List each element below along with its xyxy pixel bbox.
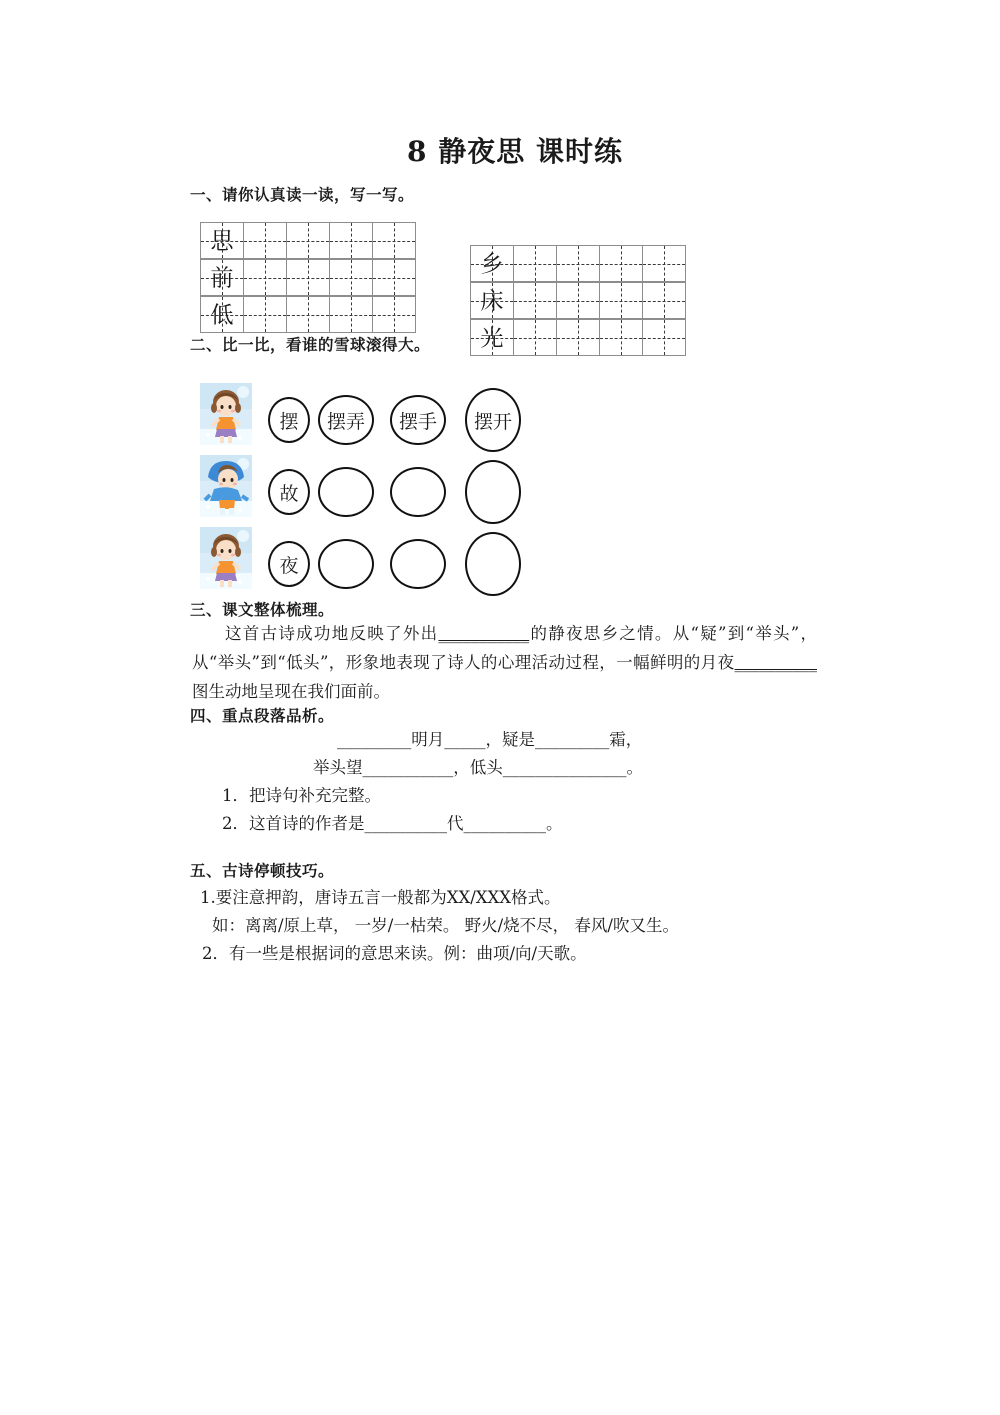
grid-left-cell[interactable] [373,297,416,332]
fill-blank[interactable]: ___________ [438,624,530,643]
section-5-line-2: 如：离离/原上草， 一岁/一枯荣。 野火/烧不尽， 春风/吹又生。 [212,916,679,935]
character-grid-left[interactable] [200,222,416,333]
grid-left-cell[interactable] [373,223,416,258]
section-4-item-2[interactable]: 2．这首诗的作者是__________代__________。 [222,814,563,833]
section-4-item-1: 1．把诗句补充完整。 [222,786,381,805]
grid-right-cell[interactable] [643,320,686,355]
snowball-oval[interactable] [268,469,310,515]
grid-right-cell[interactable] [600,320,643,355]
section-3-paragraph [192,619,817,706]
grid-right-cell[interactable] [557,246,600,281]
grid-right-cell[interactable] [514,283,557,318]
grid-left-cell[interactable] [287,260,330,295]
grid-right-cell[interactable] [471,246,514,281]
grid-left-cell[interactable] [244,223,287,258]
snowball-oval[interactable] [318,467,374,517]
snow-kid-illustration [200,455,252,517]
grid-left-cell[interactable] [330,260,373,295]
grid-left-model-character: 前 [210,265,234,292]
snowball-word: 夜 [279,554,299,577]
snowball-word: 故 [279,482,299,505]
grid-left-cell[interactable] [244,260,287,295]
snowball-oval[interactable] [318,539,374,589]
grid-right-cell[interactable] [471,283,514,318]
section-1-heading: 一、请你认真读一读，写一写。 [190,186,415,204]
grid-left-cell[interactable] [373,260,416,295]
grid-right-cell[interactable] [643,246,686,281]
grid-left-cell[interactable] [330,223,373,258]
paragraph-text: 的静夜思乡之情。从“疑”到“举头”，从“举头”到“低头”，形象地表现了诗人的心理活动过程，一幅鲜明的月夜 [192,624,817,672]
snowball-word: 摆手 [398,410,437,433]
section-5-heading: 五、古诗停顿技巧。 [190,862,335,880]
snowball-oval[interactable] [465,532,521,596]
grid-right-cell[interactable] [471,320,514,355]
grid-left-cell[interactable] [201,223,244,258]
grid-right-cell[interactable] [643,283,686,318]
snow-kid-illustration [200,527,252,589]
grid-left-cell[interactable] [201,297,244,332]
grid-right-model-character: 乡 [480,251,504,278]
snowball-oval[interactable] [465,460,521,524]
grid-right-cell[interactable] [514,320,557,355]
paragraph-text: 这首古诗成功地反映了外出 [225,624,439,643]
snowball-oval[interactable] [318,395,374,445]
grid-right-row[interactable] [470,282,686,319]
snowball-oval[interactable] [390,395,446,445]
grid-left-model-character: 思 [210,228,234,255]
snowball-oval[interactable] [390,467,446,517]
grid-right-cell[interactable] [600,246,643,281]
grid-left-cell[interactable] [330,297,373,332]
poem-fill-line-1[interactable]: _________明月_____，疑是_________霜， [337,730,643,749]
grid-left-row[interactable] [200,259,416,296]
grid-right-cell[interactable] [600,283,643,318]
grid-left-cell[interactable] [201,260,244,295]
snowball-word: 摆弄 [326,410,365,433]
page-title: 8 静夜思 课时练 [407,135,623,168]
grid-right-row[interactable] [470,319,686,356]
grid-right-cell[interactable] [557,320,600,355]
character-grid-right[interactable] [470,245,686,356]
grid-right-model-character: 光 [480,325,504,352]
snowball-oval[interactable] [268,541,310,587]
snowball-word: 摆 [279,410,299,433]
section-3-heading: 三、课文整体梳理。 [190,601,335,619]
grid-right-model-character: 床 [480,288,504,315]
section-5-line-3: 2．有一些是根据词的意思来读。例：曲项/向/天歌。 [202,944,587,963]
poem-fill-line-2[interactable]: 举头望___________，低头_______________。 [313,758,643,777]
section-2-heading: 二、比一比，看谁的雪球滚得大。 [190,336,431,354]
snowball-oval[interactable] [390,539,446,589]
section-4-heading: 四、重点段落品析。 [190,707,335,725]
grid-left-row[interactable] [200,296,416,333]
grid-right-cell[interactable] [557,283,600,318]
grid-right-row[interactable] [470,245,686,282]
grid-left-cell[interactable] [244,297,287,332]
grid-left-row[interactable] [200,222,416,259]
section-5-line-1: 1.要注意押韵，唐诗五言一般都为XX/XXX格式。 [200,888,561,907]
grid-left-cell[interactable] [287,297,330,332]
fill-blank[interactable]: __________ [734,653,817,672]
grid-left-cell[interactable] [287,223,330,258]
paragraph-text: 图生动地呈现在我们面前。 [192,682,390,701]
snowball-oval[interactable] [465,388,521,452]
snowball-word: 摆开 [473,410,512,433]
snow-kid-illustration [200,383,252,445]
snowball-oval[interactable] [268,397,310,443]
grid-left-model-character: 低 [210,302,234,329]
grid-right-cell[interactable] [514,246,557,281]
